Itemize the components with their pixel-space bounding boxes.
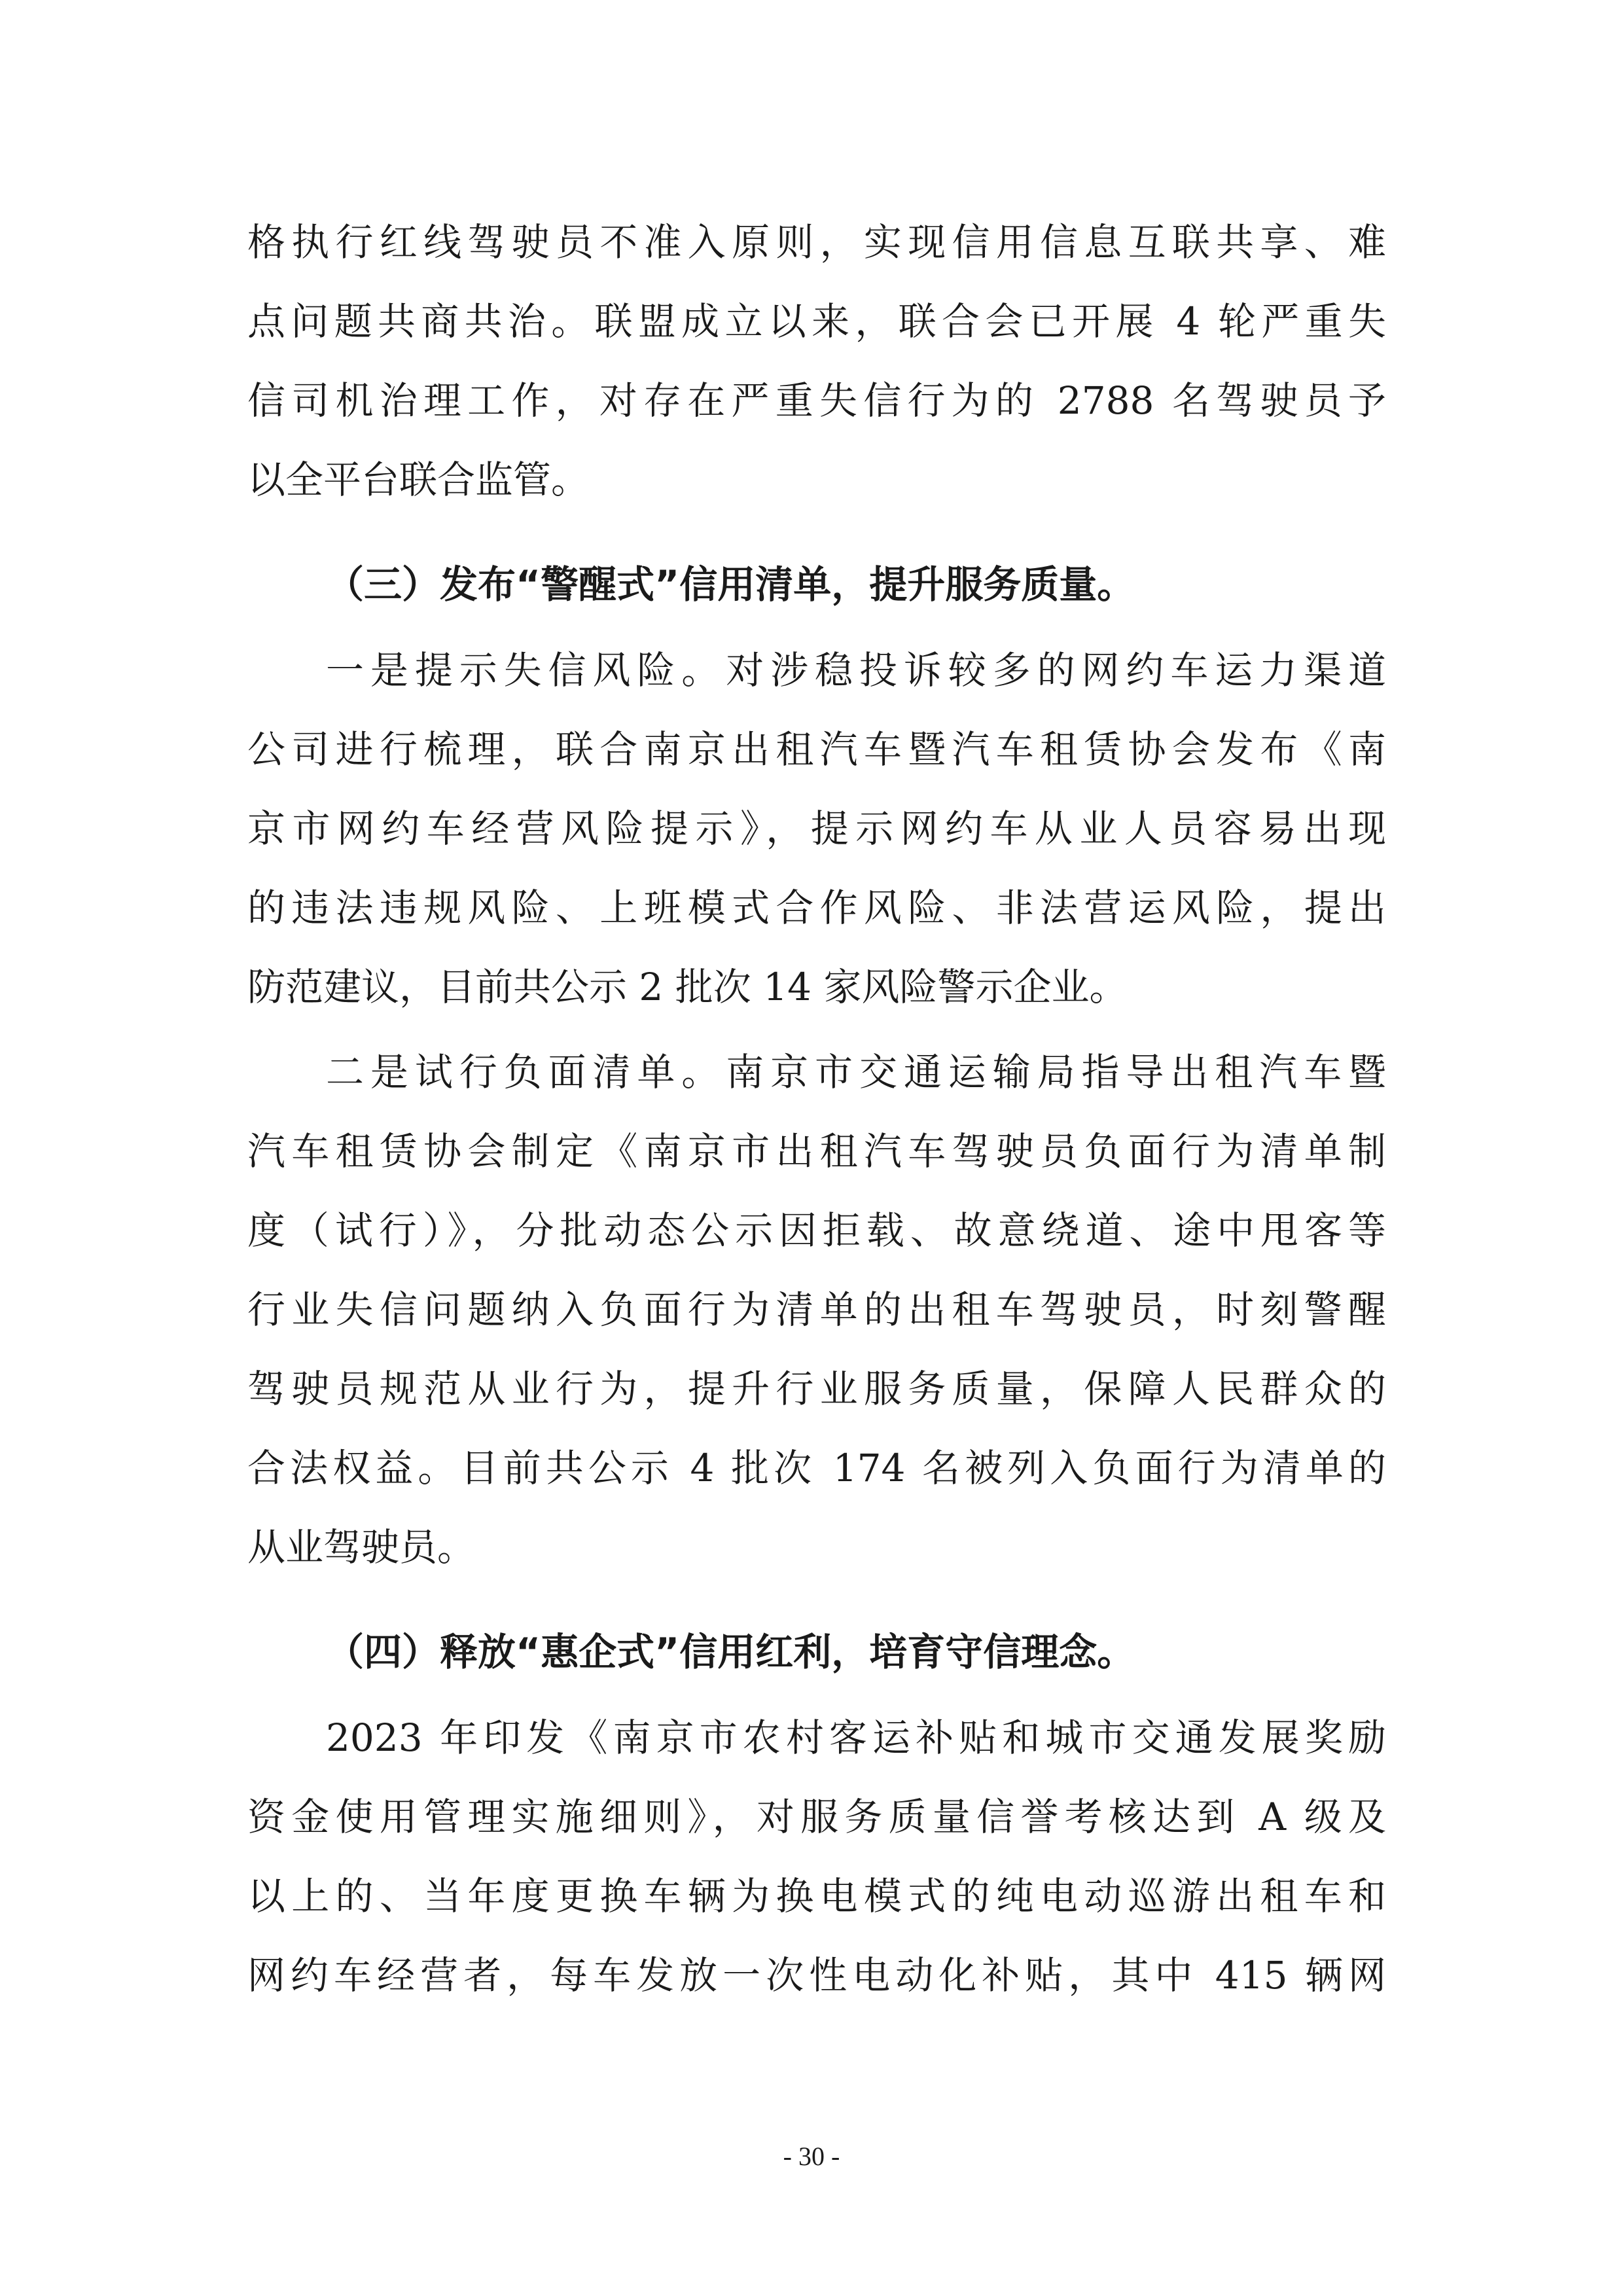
body-line: 点问题共商共治。联盟成立以来，联合会已开展 4 轮严重失 — [247, 299, 1386, 344]
page-number: - 30 - — [783, 2142, 840, 2171]
body-line: 格执行红线驾驶员不准入原则，实现信用信息互联共享、难 — [247, 220, 1386, 264]
paragraph-first-line: 2023 年印发《南京市农村客运补贴和城市交通发展奖励 — [326, 1715, 1386, 1760]
paragraph-first-line: 二是试行负面清单。南京市交通运输局指导出租汽车暨 — [326, 1050, 1386, 1094]
body-line: 度（试行）》，分批动态公示因拒载、故意绕道、途中甩客等 — [247, 1208, 1386, 1253]
body-line: 的违法违规风险、上班模式合作风险、非法营运风险，提出 — [247, 886, 1386, 930]
body-line: 防范建议，目前共公示 2 批次 14 家风险警示企业。 — [247, 965, 1128, 1009]
body-line: 汽车租赁协会制定《南京市出租汽车驾驶员负面行为清单制 — [247, 1129, 1386, 1174]
body-line: 从业驾驶员。 — [247, 1525, 476, 1570]
body-line: 行业失信问题纳入负面行为清单的出租车驾驶员，时刻警醒 — [247, 1287, 1386, 1332]
body-line: 合法权益。目前共公示 4 批次 174 名被列入负面行为清单的 — [247, 1446, 1386, 1490]
section-heading-3: （三）发布“警醒式”信用清单，提升服务质量。 — [326, 562, 1135, 607]
body-line: 公司进行梳理，联合南京出租汽车暨汽车租赁协会发布《南 — [247, 727, 1386, 772]
section-heading-4: （四）释放“惠企式”信用红利，培育守信理念。 — [326, 1630, 1135, 1674]
body-line: 驾驶员规范从业行为，提升行业服务质量，保障人民群众的 — [247, 1367, 1386, 1411]
paragraph-first-line: 一是提示失信风险。对涉稳投诉较多的网约车运力渠道 — [326, 648, 1386, 692]
body-line: 京市网约车经营风险提示》，提示网约车从业人员容易出现 — [247, 806, 1386, 851]
body-line: 信司机治理工作，对存在严重失信行为的 2788 名驾驶员予 — [247, 378, 1386, 423]
body-line: 资金使用管理实施细则》，对服务质量信誉考核达到 A 级及 — [247, 1795, 1386, 1839]
body-line: 以全平台联合监管。 — [247, 457, 590, 502]
body-line: 以上的、当年度更换车辆为换电模式的纯电动巡游出租车和 — [247, 1874, 1386, 1918]
body-line: 网约车经营者，每车发放一次性电动化补贴，其中 415 辆网 — [247, 1953, 1386, 1998]
